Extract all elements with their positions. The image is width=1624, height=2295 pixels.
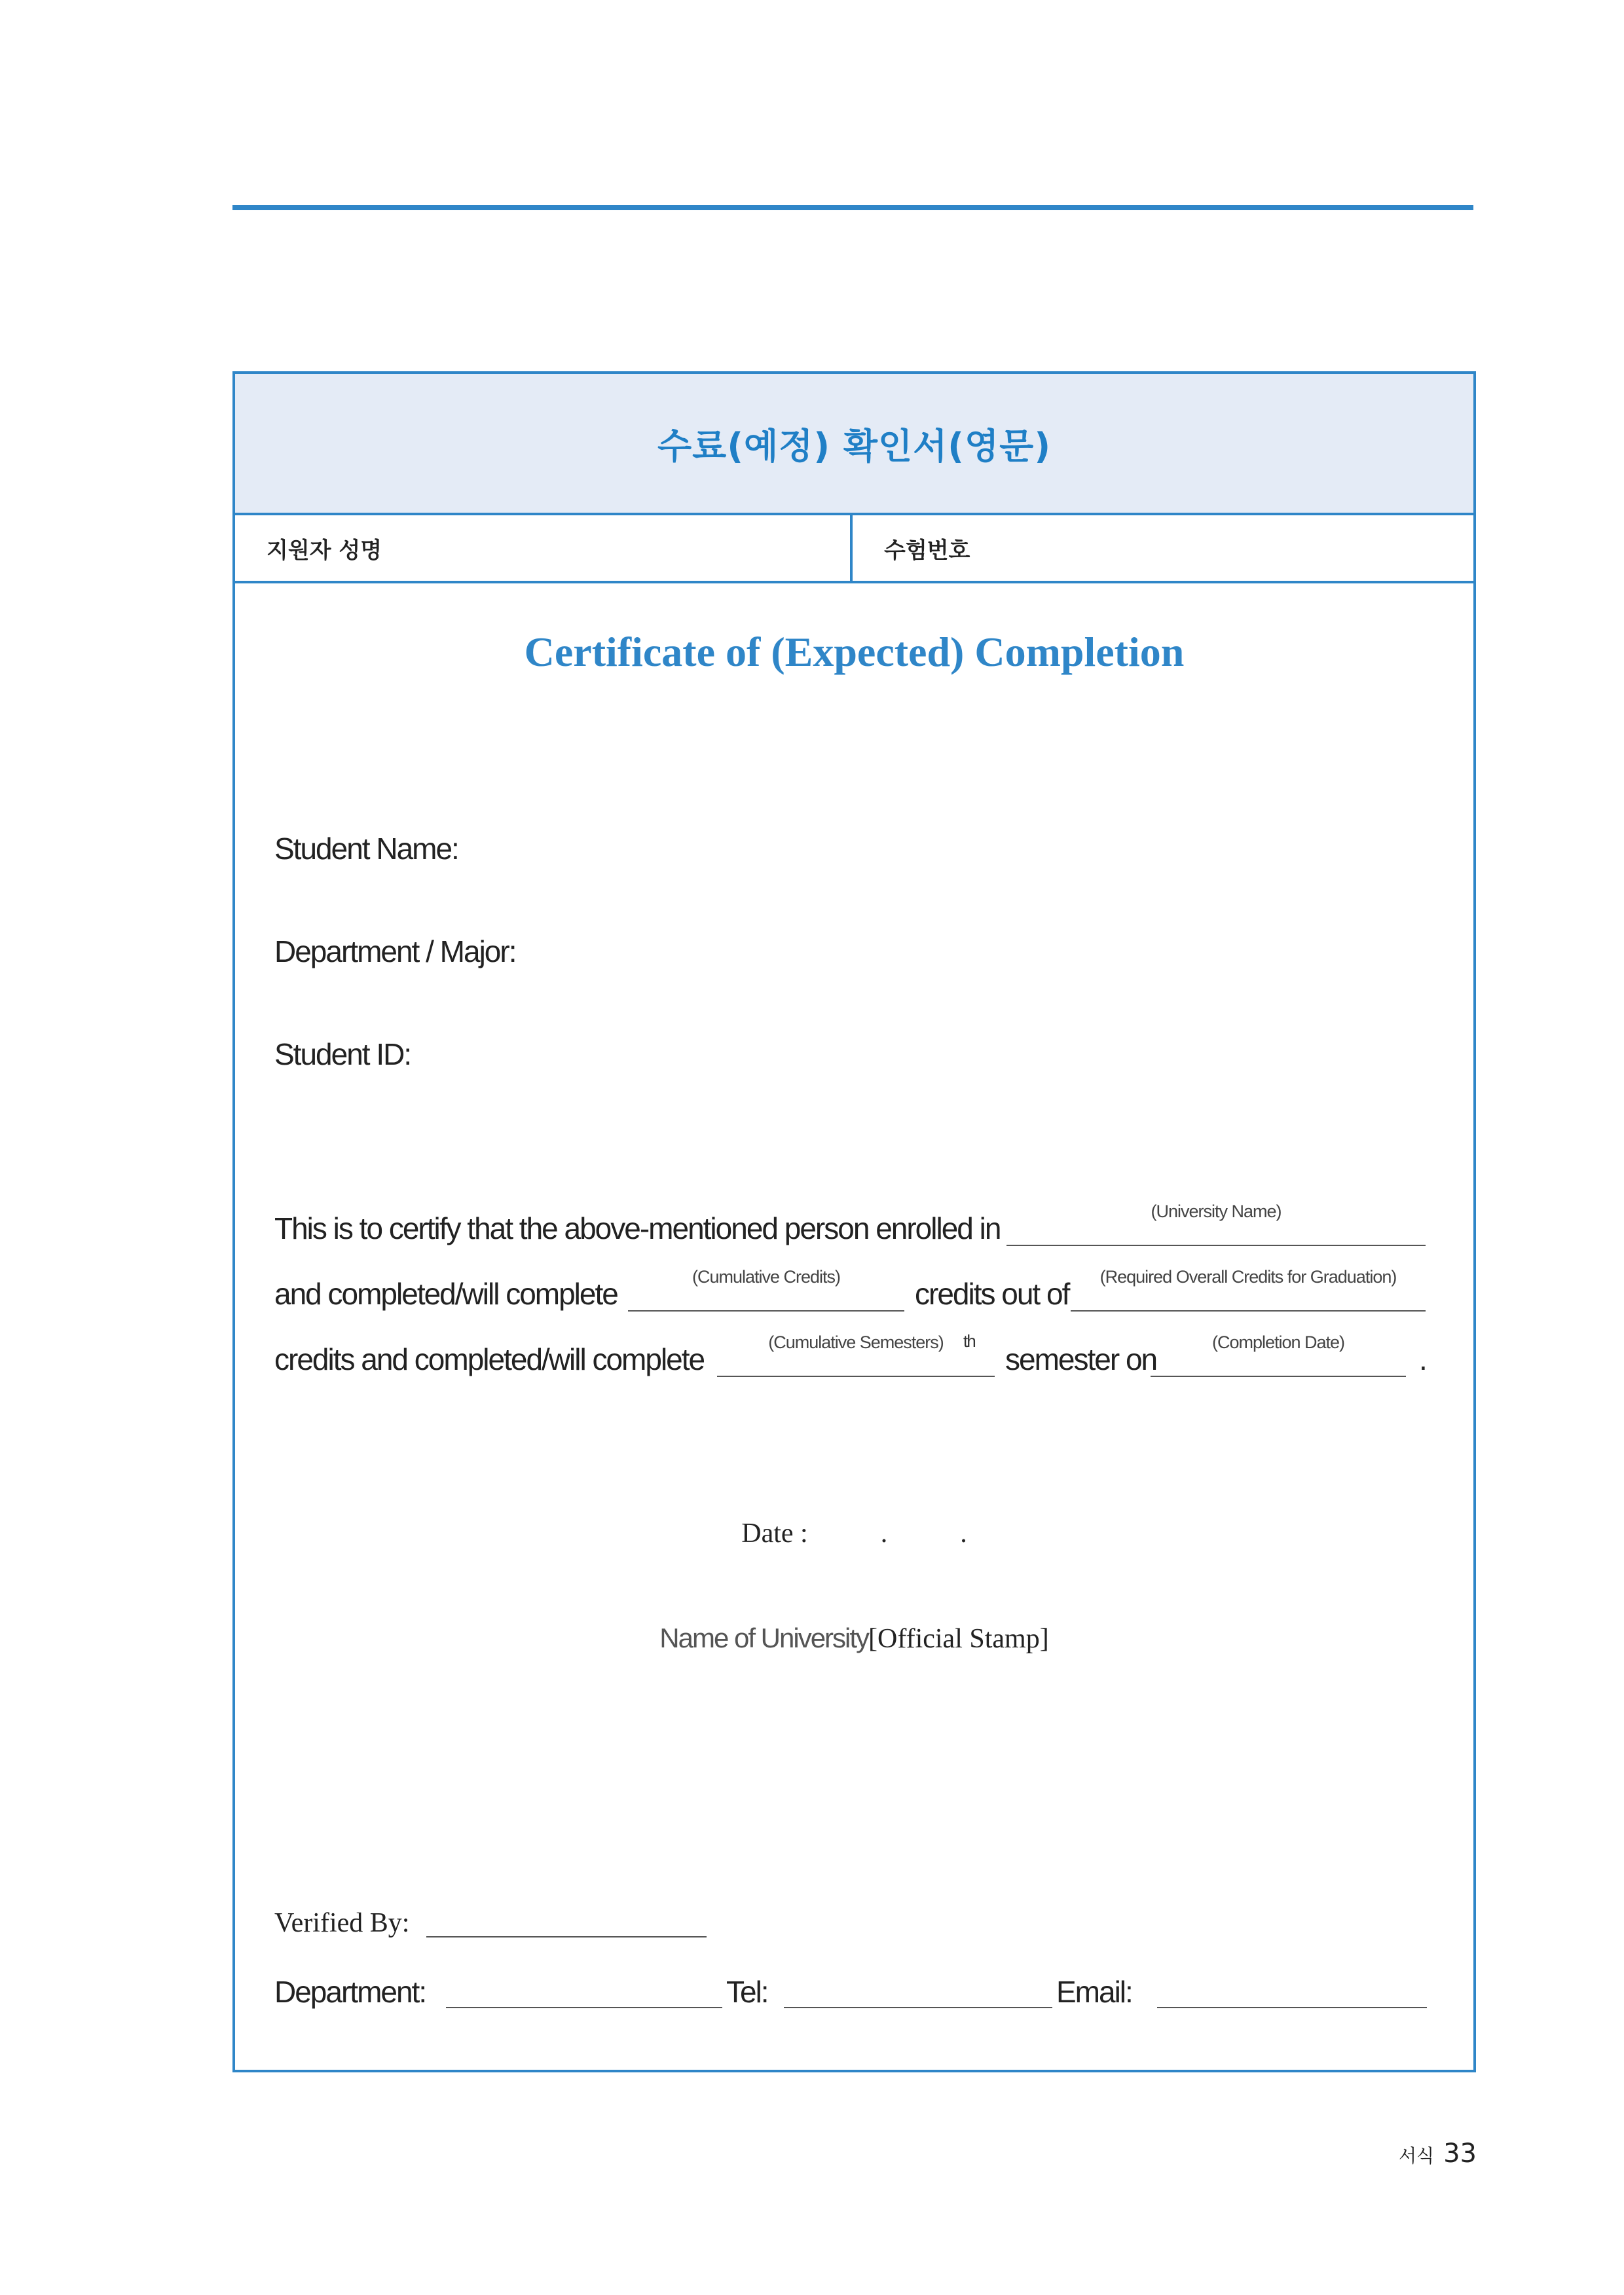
date-label: Date : bbox=[741, 1518, 808, 1549]
certificate-paragraph-line-3 bbox=[274, 1331, 1434, 1382]
cumulative-credits-hint: (Cumulative Credits) bbox=[692, 1267, 841, 1287]
email-label: Email: bbox=[1056, 1975, 1132, 2009]
certificate-paragraph-line-2 bbox=[274, 1267, 1434, 1317]
applicant-info-row bbox=[235, 515, 1473, 583]
department-major-label: Department / Major: bbox=[274, 934, 516, 968]
required-credits-hint: (Required Overall Credits for Graduation) bbox=[1099, 1267, 1397, 1287]
date-separator: . bbox=[880, 1518, 888, 1549]
university-name-text: Name of University bbox=[659, 1623, 869, 1653]
cumulative-semesters-hint: (Cumulative Semesters) bbox=[768, 1332, 944, 1352]
university-name-blank[interactable] bbox=[1006, 1202, 1426, 1246]
department-label: Department: bbox=[274, 1975, 426, 2009]
form-header bbox=[235, 374, 1473, 515]
date-line bbox=[235, 1518, 1473, 1549]
verified-by-blank[interactable] bbox=[426, 1936, 707, 1937]
page-number: 33 bbox=[1443, 2139, 1477, 2169]
email-blank[interactable] bbox=[1157, 2006, 1427, 2008]
student-name-label: Student Name: bbox=[274, 832, 458, 866]
paragraph-text: and completed/will complete bbox=[274, 1277, 618, 1311]
student-id-label: Student ID: bbox=[274, 1037, 411, 1071]
verified-by-label: Verified By: bbox=[274, 1908, 410, 1938]
tel-blank[interactable] bbox=[784, 2006, 1052, 2008]
contact-row bbox=[274, 1964, 1395, 2016]
certificate-body bbox=[235, 583, 1473, 2070]
paragraph-period: . bbox=[1419, 1342, 1426, 1376]
form-title: 수료(예정) 확인서(영문) bbox=[657, 425, 1051, 467]
cumulative-credits-blank[interactable] bbox=[628, 1267, 904, 1312]
cumulative-semesters-blank[interactable] bbox=[717, 1332, 995, 1377]
section-label: 서식 bbox=[1398, 2145, 1435, 2167]
university-name-hint: (University Name) bbox=[1151, 1202, 1282, 1221]
paragraph-text: credits and completed/will complete bbox=[274, 1342, 705, 1376]
tel-label: Tel: bbox=[726, 1975, 768, 2009]
ordinal-superscript: th bbox=[963, 1331, 975, 1351]
stamp-line bbox=[235, 1622, 1473, 1655]
top-accent-rule bbox=[232, 205, 1473, 210]
applicant-name-label: 지원자 성명 bbox=[267, 537, 382, 564]
exam-number-cell[interactable] bbox=[853, 515, 1473, 581]
date-separator: . bbox=[960, 1518, 967, 1549]
official-stamp-text: [Official Stamp] bbox=[868, 1624, 1049, 1654]
department-blank[interactable] bbox=[446, 2006, 722, 2008]
paragraph-text: This is to certify that the above-mentioned person enrolled in bbox=[274, 1211, 1001, 1245]
paragraph-text: semester on bbox=[1005, 1342, 1157, 1376]
applicant-name-cell[interactable] bbox=[235, 515, 853, 581]
required-credits-blank[interactable] bbox=[1071, 1267, 1426, 1312]
certificate-title: Certificate of (Expected) Completion bbox=[524, 629, 1185, 675]
page-footer bbox=[1399, 2139, 1477, 2169]
completion-date-hint: (Completion Date) bbox=[1211, 1332, 1345, 1352]
paragraph-text: credits out of bbox=[915, 1277, 1069, 1311]
certificate-form bbox=[232, 371, 1476, 2072]
certificate-paragraph-line-1 bbox=[274, 1202, 1434, 1251]
exam-number-label: 수험번호 bbox=[884, 537, 970, 564]
completion-date-blank[interactable] bbox=[1151, 1332, 1406, 1377]
